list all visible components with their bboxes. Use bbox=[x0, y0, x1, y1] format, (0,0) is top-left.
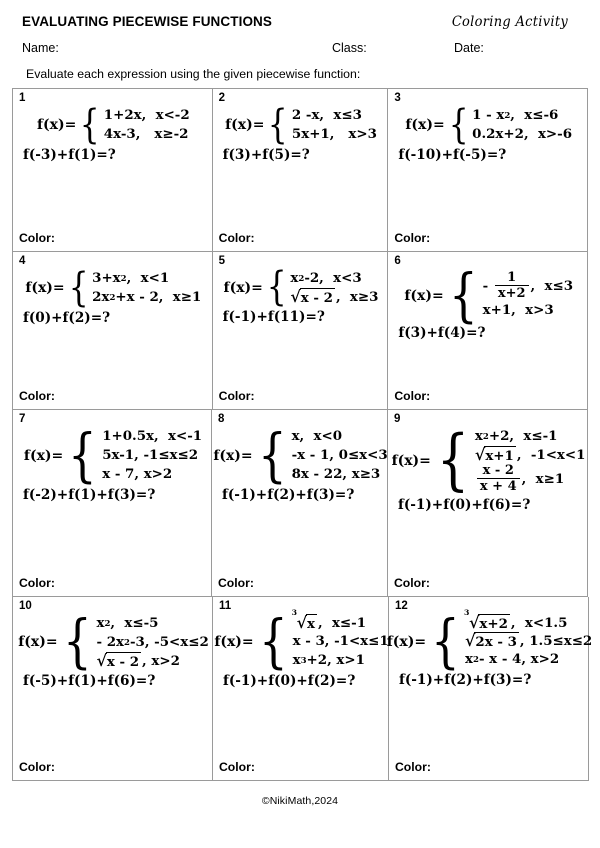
square-root-icon: √ x+1 bbox=[474, 445, 514, 465]
copyright-footer: ©NikiMath,2024 bbox=[261, 795, 339, 807]
square-root-icon: √ x - 2 bbox=[96, 651, 140, 671]
piece-row: √ 2x - 3 , 1.5≤x≤2 bbox=[465, 631, 593, 651]
fx-label: f(x)= bbox=[225, 117, 265, 134]
piecewise-definition bbox=[219, 101, 382, 148]
problem-number: 6 bbox=[394, 255, 401, 267]
problem-number: 4 bbox=[19, 255, 26, 267]
evaluation-expression: f(0)+f(2)=? bbox=[23, 310, 111, 327]
problem-cell-1[interactable] bbox=[13, 89, 213, 252]
piece-row: $\frac{x - 2}{x + 4}$ , x≥1 bbox=[475, 464, 586, 494]
piecewise-definition bbox=[19, 264, 206, 311]
left-brace-icon: { bbox=[448, 261, 478, 330]
problem-cell-4[interactable] bbox=[13, 252, 213, 410]
problem-number: 3 bbox=[394, 92, 401, 104]
color-answer-label[interactable]: Color: bbox=[219, 760, 255, 774]
piece-row: x 2 +2, x≤-1 bbox=[474, 428, 558, 445]
problem-number: 11 bbox=[219, 600, 232, 612]
left-brace-icon: { bbox=[68, 264, 89, 311]
left-brace-icon: { bbox=[62, 607, 92, 676]
problem-cell-12[interactable] bbox=[386, 597, 593, 781]
name-field-label: Name: bbox=[22, 41, 59, 55]
left-brace-icon: { bbox=[431, 606, 460, 675]
piecewise-definition bbox=[394, 101, 581, 148]
problem-cell-8[interactable] bbox=[212, 410, 388, 597]
evaluation-expression: f(-5)+f(1)+f(6)=? bbox=[23, 673, 156, 690]
piece-row: x - 7, x>2 bbox=[102, 466, 173, 483]
piece-row: x 2 - x - 4, x>2 bbox=[465, 651, 560, 668]
evaluation-expression: f(-1)+f(0)+f(6)=? bbox=[398, 497, 531, 514]
color-answer-label[interactable]: Color: bbox=[19, 760, 55, 774]
piece-row: √ x - 2 , x>2 bbox=[96, 651, 180, 671]
square-root-icon: √ x - 2 bbox=[290, 287, 333, 307]
fx-label: f(x)= bbox=[391, 452, 431, 469]
evaluation-expression: f(-1)+f(0)+f(2)=? bbox=[223, 673, 356, 690]
page-title: EVALUATING PIECEWISE FUNCTIONS bbox=[22, 14, 273, 29]
left-brace-icon: { bbox=[257, 420, 287, 489]
fraction: $\frac{x - 2}{x + 4}$ bbox=[477, 464, 520, 494]
left-brace-icon: { bbox=[266, 264, 287, 311]
left-brace-icon: { bbox=[268, 101, 289, 148]
color-answer-label[interactable]: Color: bbox=[218, 576, 254, 590]
left-brace-icon: { bbox=[258, 607, 288, 676]
problem-cell-10[interactable] bbox=[13, 597, 213, 781]
problem-number: 12 bbox=[395, 600, 408, 612]
color-answer-label[interactable]: Color: bbox=[19, 576, 55, 590]
date-field-label: Date: bbox=[454, 41, 484, 55]
fraction: $\frac{1}{x+2}$ bbox=[495, 271, 529, 301]
problem-cell-3[interactable] bbox=[388, 89, 588, 252]
color-answer-label[interactable]: Color: bbox=[218, 389, 255, 403]
piece-row: 3+x 2 , x<1 bbox=[92, 270, 170, 287]
piecewise-definition bbox=[219, 264, 382, 311]
piece-row: 3 √ x+2 , x<1.5 bbox=[464, 608, 568, 633]
cube-root-icon: 3 √ x+2 bbox=[464, 608, 508, 633]
color-answer-label[interactable]: Color: bbox=[19, 389, 55, 403]
piece-row: 2 -x, x≤3 bbox=[291, 107, 362, 124]
piece-row: 5x+1, x>3 bbox=[291, 126, 377, 143]
piece-row: 2x 2 +x - 2, x≥1 bbox=[92, 289, 202, 306]
fx-label: f(x)= bbox=[405, 117, 445, 134]
instructions-text: Evaluate each expression using the given piecewise function: bbox=[26, 67, 361, 81]
problem-cell-11[interactable] bbox=[213, 597, 389, 781]
problem-number: 5 bbox=[218, 255, 226, 267]
problem-cell-5[interactable] bbox=[213, 252, 389, 410]
fx-label: f(x)= bbox=[223, 279, 263, 296]
problem-cell-9[interactable] bbox=[388, 410, 588, 597]
piecewise-definition bbox=[213, 420, 388, 489]
color-answer-label[interactable]: Color: bbox=[19, 231, 55, 245]
problem-cell-7[interactable] bbox=[13, 410, 212, 597]
color-answer-label[interactable]: Color: bbox=[395, 760, 431, 774]
evaluation-expression: f(-10)+f(-5)=? bbox=[398, 147, 507, 164]
piece-row: x - 3, -1<x≤1 bbox=[292, 633, 389, 650]
fx-label: f(x)= bbox=[386, 633, 427, 650]
piece-row: √ x+1 , -1<x<1 bbox=[474, 445, 586, 465]
problem-cell-6[interactable] bbox=[388, 252, 588, 410]
left-brace-icon: { bbox=[68, 420, 98, 489]
color-answer-label[interactable]: Color: bbox=[218, 231, 255, 245]
evaluation-expression: f(-1)+f(11)=? bbox=[222, 309, 325, 326]
piece-row: 8x - 22, x≥3 bbox=[291, 466, 381, 483]
problem-number: 8 bbox=[218, 413, 225, 425]
evaluation-expression: f(-1)+f(2)+f(3)=? bbox=[222, 487, 355, 504]
piece-row: 1 - x 2 , x≤-6 bbox=[472, 107, 559, 124]
fx-label: f(x)= bbox=[25, 280, 65, 297]
piecewise-definition bbox=[18, 607, 209, 676]
piecewise-definition bbox=[391, 421, 586, 499]
evaluation-expression: f(3)+f(5)=? bbox=[222, 147, 310, 164]
grid-row bbox=[13, 89, 588, 252]
piece-row: x+1, x>3 bbox=[482, 302, 554, 319]
evaluation-expression: f(-1)+f(2)+f(3)=? bbox=[399, 672, 532, 689]
piecewise-definition bbox=[19, 101, 206, 148]
evaluation-expression: f(3)+f(4)=? bbox=[398, 325, 486, 342]
problem-cell-2[interactable] bbox=[213, 89, 389, 252]
student-info-row bbox=[0, 30, 600, 55]
grid-row bbox=[13, 597, 593, 781]
piece-row: √ x - 2 , x≥3 bbox=[290, 287, 379, 307]
piece-row: x 2 , x≤-5 bbox=[96, 615, 159, 632]
grid-row bbox=[13, 252, 588, 410]
piece-row: x 2 -2, x<3 bbox=[290, 270, 362, 287]
piece-row: 5x-1, -1≤x≤2 bbox=[102, 447, 199, 464]
piece-row: 1+0.5x, x<-1 bbox=[102, 428, 203, 445]
grid-row bbox=[13, 410, 588, 597]
evaluation-expression: f(-2)+f(1)+f(3)=? bbox=[23, 487, 156, 504]
color-answer-label[interactable]: Color: bbox=[394, 389, 431, 403]
left-brace-icon: { bbox=[436, 421, 470, 499]
class-field-label: Class: bbox=[332, 41, 367, 55]
fx-label: f(x)= bbox=[23, 447, 64, 464]
piecewise-definition bbox=[214, 607, 389, 676]
cube-root-icon: 3 √ x bbox=[291, 608, 315, 633]
square-root-icon: √ 2x - 3 bbox=[465, 631, 517, 651]
piece-row: 0.2x+2, x>-6 bbox=[472, 126, 573, 143]
problem-number: 7 bbox=[19, 413, 26, 425]
problem-number: 2 bbox=[218, 92, 226, 104]
fx-label: f(x)= bbox=[36, 117, 77, 134]
piece-row: 1+2x, x<-2 bbox=[103, 107, 190, 124]
piece-row: 4x-3, x≥-2 bbox=[103, 126, 189, 143]
color-answer-label[interactable]: Color: bbox=[394, 231, 431, 245]
fx-label: f(x)= bbox=[214, 634, 254, 651]
worksheet-header bbox=[0, 0, 600, 30]
piece-row: 3 √ x , x≤-1 bbox=[291, 608, 367, 633]
fx-label: f(x)= bbox=[18, 634, 58, 651]
problem-number: 1 bbox=[19, 92, 26, 104]
evaluation-expression: f(-3)+f(1)=? bbox=[23, 147, 116, 164]
piecewise-definition bbox=[394, 261, 581, 330]
activity-label: Coloring Activity bbox=[451, 14, 568, 31]
fx-label: f(x)= bbox=[404, 287, 444, 304]
piece-row: - $\frac{1}{x+2}$ , x≤3 bbox=[482, 270, 574, 302]
problem-number: 9 bbox=[394, 413, 401, 425]
left-brace-icon: { bbox=[448, 101, 469, 148]
piece-row: -x - 1, 0≤x<3 bbox=[291, 447, 388, 464]
piece-row: - 2x 2 -3, -5<x≤2 bbox=[96, 634, 209, 651]
problems-grid bbox=[12, 88, 593, 781]
color-answer-label[interactable]: Color: bbox=[394, 576, 430, 590]
piece-row: x 3 +2, x>1 bbox=[292, 652, 365, 669]
piecewise-definition bbox=[19, 420, 205, 489]
problem-number: 10 bbox=[19, 600, 32, 612]
piece-row: x, x<0 bbox=[291, 428, 343, 445]
fx-label: f(x)= bbox=[213, 447, 253, 464]
left-brace-icon: { bbox=[80, 101, 100, 148]
